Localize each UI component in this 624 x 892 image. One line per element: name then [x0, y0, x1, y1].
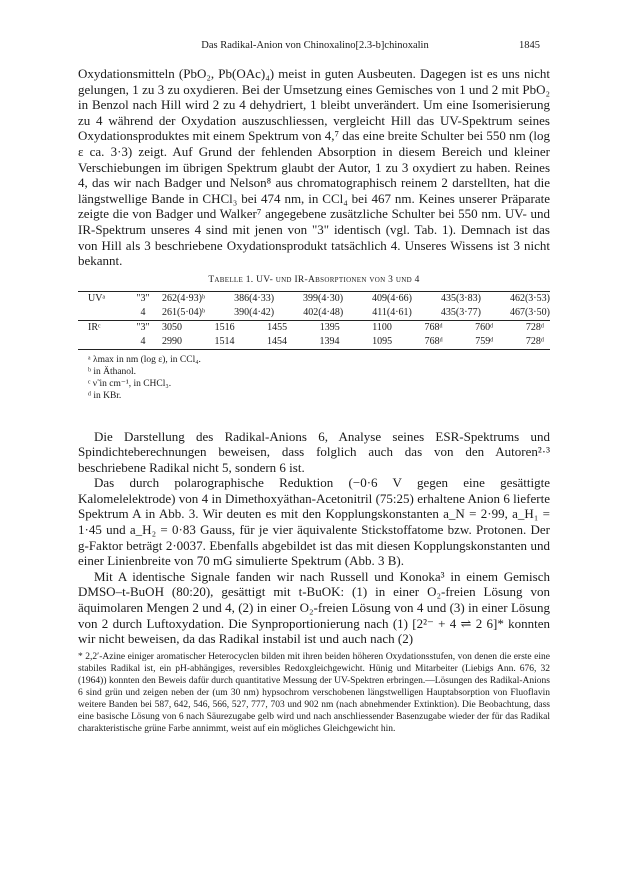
- table-1: [78, 273, 550, 403]
- ir-value: 1455: [267, 322, 288, 334]
- uv-value: 435(3·83): [440, 293, 481, 305]
- ir-values: [162, 322, 550, 334]
- paragraph-3: Das durch polarographische Reduktion (−0·6 V gegen eine gesättigte Kalomelelektrode) von 4 in Dimethoxyäthan-Acetonitril (75:25) erhaltene Anion 6 lieferte Spektrum A in Abb. 3. Wir deuten es mit den Kopplungskonstanten a_N = 2·99, a_H₁ = 1·45 und a_H₂ = 0·83 Gauss, für je vier äquivalente Stickstoffatome bzw. Protonen. Der g-Faktor beträgt 2·0037. Ebenfalls abgebildet ist das mit diesen Kopplungskonstanten und einer Linienbreite von 70 mG simulierte Spektrum (Abb. 3 B).: [78, 475, 550, 569]
- uv-value: 467(3·50): [509, 307, 550, 319]
- ir-value: 1514: [214, 336, 235, 348]
- running-title: Das Radikal-Anion von Chinoxalino[2.3-b]chinoxalin: [201, 40, 429, 51]
- uv-value: 409(4·66): [372, 293, 412, 305]
- table-footnotes: [78, 355, 550, 402]
- uv-value: 462(3·53): [509, 293, 550, 305]
- table-footnote: ᶜ ν̃ in cm⁻¹, in CHCl₃.: [88, 378, 172, 389]
- ir-values: [162, 336, 550, 348]
- uv-value: 386(4·33): [234, 293, 275, 305]
- table-row: [78, 306, 550, 321]
- table-caption: Tabelle 1. UV- und IR-Absorptionen von 3 und 4: [208, 274, 420, 285]
- ir-value: 768ᵈ: [424, 336, 443, 348]
- compound-cell: "3": [124, 321, 162, 336]
- uv-value: 402(4·48): [303, 307, 344, 319]
- ir-value: 1454: [267, 336, 288, 348]
- uv-value: 262(4·93)ᵇ: [162, 293, 206, 305]
- ir-value: 1095: [372, 336, 393, 348]
- uv-value: 411(4·61): [372, 307, 412, 319]
- table-row: [78, 292, 550, 307]
- ir-value: 2990: [162, 336, 182, 348]
- spectra-table: [78, 291, 550, 350]
- table-row: [78, 335, 550, 350]
- uv-values-cell: [162, 306, 550, 321]
- ir-value: 728ᵈ: [525, 336, 544, 348]
- uv-values: [162, 293, 550, 305]
- empty-cell: [78, 335, 124, 350]
- ir-value: 768ᵈ: [424, 322, 443, 334]
- ir-values-cell: [162, 321, 550, 336]
- ir-value: 1516: [214, 322, 235, 334]
- compound-cell: 4: [124, 335, 162, 350]
- uv-value: 261(5·04)ᵇ: [162, 307, 206, 319]
- ir-value: 728ᵈ: [525, 322, 544, 334]
- table-row: [78, 321, 550, 336]
- spacer: [78, 409, 550, 429]
- table-footnote: ᵈ in KBr.: [88, 390, 122, 401]
- ir-label: IRᶜ: [78, 321, 124, 336]
- article-body: [78, 66, 550, 735]
- ir-values-cell: [162, 335, 550, 350]
- uv-value: 390(4·42): [234, 307, 275, 319]
- running-head: [90, 40, 540, 54]
- uv-value: 435(3·77): [440, 307, 481, 319]
- ir-value: 1394: [319, 336, 340, 348]
- empty-cell: [78, 306, 124, 321]
- ir-value: 1395: [319, 322, 340, 334]
- table-footnote: ᵃ λmax in nm (log ε), in CCl₄.: [88, 355, 201, 366]
- ir-value: 760ᵈ: [475, 322, 494, 334]
- compound-cell: "3": [124, 292, 162, 307]
- ir-value: 759ᵈ: [475, 336, 494, 348]
- uv-value: 399(4·30): [303, 293, 344, 305]
- page-number: 1845: [519, 40, 540, 51]
- page-footnote: * 2,2′-Azine einiger aromatischer Heterocyclen bilden mit ihren beiden höheren Oxydationsstufen, von denen die erste eine stabiles Radikal ist, ein pH-abhängiges, reversibles Redoxgleichgewicht. Hünig und Mitarbeiter (Liebigs Ann. 676, 32 (1964)) konnten den Beweis dafür durch quantitative Messung der UV-Spektren erbringen.—Lösungen des Radikal-Anions 6 sind grün und zeigen neben der (um 30 nm) hypsochrom verschobenen längstwelligen Hauptabsorption von Fluoflavin weitere Banden bei 587, 642, 546, 566, 527, 777, 703 und 902 nm (nach abnehmender Extinktion). Die Beobachtung, dass eine basische Lösung von 6 nach Säurezugabe gelb wird und nach anschliessender Basenzugabe wieder der für das Radikal charakteristische grüne Farbe annimmt, weist auf ein mögliches Gleichgewicht hin.: [78, 651, 550, 734]
- ir-value: 1100: [372, 322, 392, 334]
- paragraph-1: Oxydationsmitteln (PbO₂, Pb(OAc)₄) meist in guten Ausbeuten. Dagegen ist es uns nicht gelungen, 1 zu 3 zu oxydieren. Bei der Umsetzung eines Gemisches von 1 und 2 mit PbO₂ in Benzol nach Hill wird 2 zu 4 dehydriert, 1 bleibt unverändert. Um eine Isomerisierung zu 4 während der Oxydation auszuschliessen, vergleicht Hill das UV-Spektrum seines Oxydationsproduktes mit einem Spektrum von 4,⁷ das eine breite Schulter bei 550 nm (log ε ca. 3·3) zeigt. Auf Grund der fehlenden Absorption in diesem Bereich und kleiner Verschiebungen im übrigen Spektrum glaubt der Autor, 1 zu 3 oxydiert zu haben. Reines 4, das wir nach Badger und Nelson⁸ aus chromatographisch reinem 2 darstellten, hat die längstwellige Bande in CHCl₃ bei 474 nm, in CCl₄ bei 467 nm. Keines unserer Präparate zeigte die von Badger und Walker⁷ angegebene zusätzliche Schulter bei 550 nm. UV- und IR-Spektrum unseres 4 sind mit jenen von "3" identisch (vgl. Tab. 1). Demnach ist das von Hill als 3 beschriebene Oxydationsprodukt tatsächlich 4. Unseres Wissens ist 3 nicht bekannt.: [78, 66, 550, 269]
- uv-values-cell: [162, 292, 550, 307]
- paragraph-2: Die Darstellung des Radikal-Anions 6, Analyse seines ESR-Spektrums und Spindichteberechnungen beweisen, dass folglich auch das von den Autoren²·³ beschriebene Radikal nicht 5, sondern 6 ist.: [78, 428, 550, 475]
- uv-values: [162, 307, 550, 319]
- uv-label: UVᵃ: [78, 292, 124, 307]
- ir-value: 3050: [162, 322, 182, 334]
- table-footnote: ᵇ in Äthanol.: [88, 367, 137, 378]
- paragraph-4: Mit A identische Signale fanden wir nach Russell und Konoka³ in einem Gemisch DMSO–t-BuOH (80:20), gesättigt mit t-BuOK: (1) in einer O₂-freien Lösung von äquimolaren Mengen 2 und 4, (2) in einer O₂-freien Lösung von 4 und (3) in einer Lösung von 2 durch Luftoxydation. Die Synproportionierung nach (1) [2²⁻ + 4 ⇌ 2 6]* konnten wir nicht beweisen, da das Radikal instabil ist und auch nach (2): [78, 568, 550, 647]
- compound-cell: 4: [140, 307, 146, 319]
